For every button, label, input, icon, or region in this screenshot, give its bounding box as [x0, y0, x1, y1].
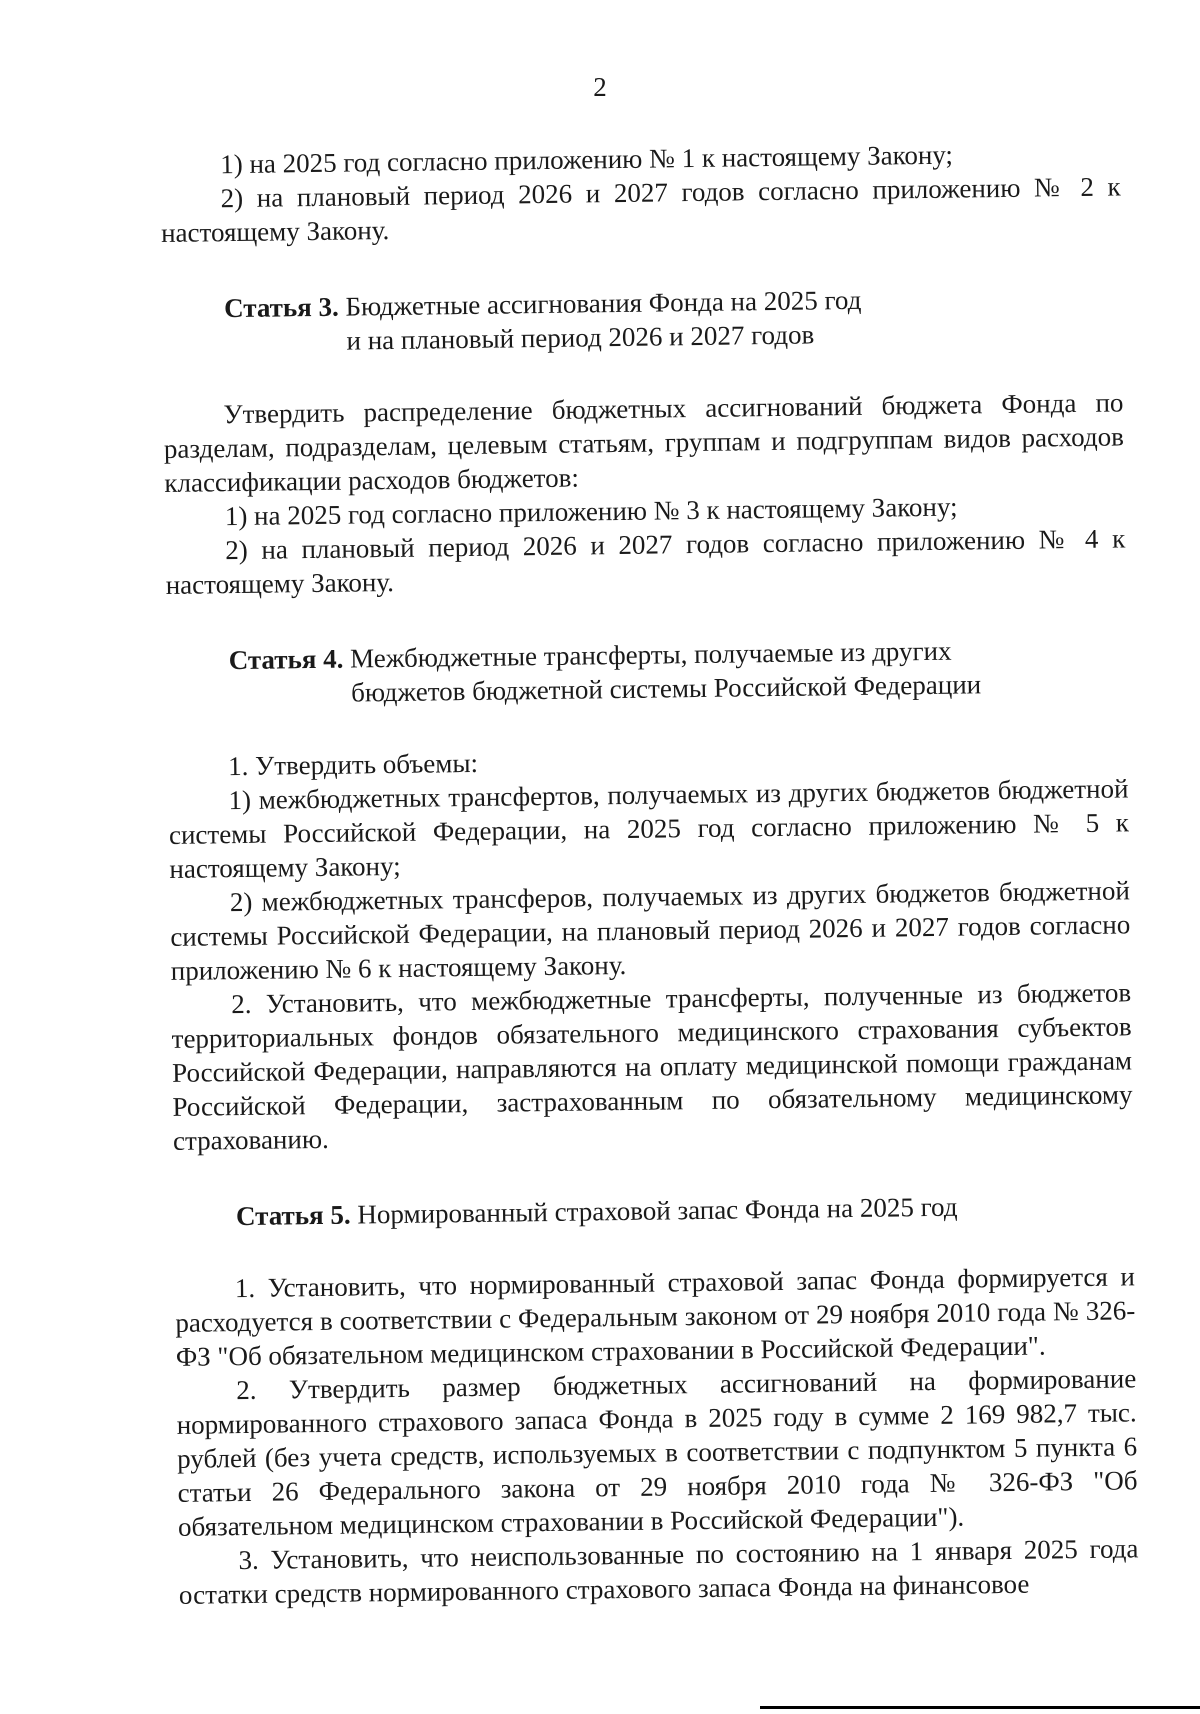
article-5-title-line-1: Нормированный страховой запас Фонда на 2025 год	[357, 1191, 958, 1230]
article-3-item-2: 2) на плановый период 2026 и 2027 годов согласно приложению № 4 к настоящему Закону.	[165, 523, 1126, 600]
article-5-heading	[174, 1187, 1134, 1234]
article-4-number: Статья 4.	[228, 643, 344, 676]
article-3-heading	[162, 279, 1123, 360]
document-body	[160, 135, 1139, 1611]
article-3-number: Статья 3.	[223, 291, 339, 324]
article-4-heading	[166, 631, 1127, 712]
article-4-title-line-1: Межбюджетные трансферты, получаемые из других	[349, 635, 952, 674]
scan-edge-line	[760, 1706, 1200, 1709]
article-3-title-line-1: Бюджетные ассигнования Фонда на 2025 год	[345, 284, 862, 322]
article-4-paragraph-1: 1. Утвердить объемы:	[227, 747, 479, 782]
article-5-number: Статья 5.	[235, 1199, 351, 1232]
article-4-item-2: 2) межбюджетных трансферов, получаемых из других бюджетов бюджетной системы Российской Федерации, на плановый период 2026 и 2027 годов согласно приложению № 6 к настоящему Закону.	[170, 875, 1131, 986]
article-3-title-line-2: и на плановый период 2026 и 2027 годов	[346, 319, 815, 356]
article-5-paragraph-1: 1. Установить, что нормированный страховой запас Фонда формируется и расходуется в соответствии с Федеральным законом от 29 ноября 2010 года № 326-ФЗ "Об обязательном медицинском страховании в Российской Федерации".	[175, 1261, 1136, 1372]
article-3-item-1: 1) на 2025 год согласно приложению № 3 к настоящему Закону;	[224, 491, 958, 532]
article-5-paragraph-2: 2. Утвердить размер бюджетных ассигнований на формирование нормированного страхового запаса Фонда в 2025 году в сумме 2 169 982,7 тыс. рублей (без учета средств, используемых в соответствии с подпунктом 5 пункта 6 статьи 26 Федерального закона от 29 ноября 2010 года № 326-ФЗ "Об обязательном медицинском страховании в Российской Федерации").	[176, 1363, 1138, 1542]
intro-item-1: 1) на 2025 год согласно приложению № 1 к настоящему Закону;	[220, 139, 954, 180]
article-4-paragraph-2: 2. Установить, что межбюджетные трансферты, полученные из бюджетов территориальных фондов обязательного медицинского страхования субъектов Российской Федерации, направляются на оплату медицинской помощи гражданам Российской Федерации, застрахованным по обязательному медицинскому страхованию.	[171, 977, 1133, 1156]
article-3-lead: Утвердить распределение бюджетных ассигнований бюджета Фонда по разделам, подразделам, целевым статьям, группам и подгруппам видов расходов классификации расходов бюджетов:	[163, 387, 1125, 498]
article-5-paragraph-3: 3. Установить, что неиспользованные по состоянию на 1 января 2025 года остатки средств нормированного страхового запаса Фонда на финансовое	[178, 1533, 1139, 1610]
intro-item-2: 2) на плановый период 2026 и 2027 годов согласно приложению № 2 к настоящему Закону.	[160, 171, 1121, 248]
article-4-item-1: 1) межбюджетных трансфертов, получаемых из других бюджетов бюджетной системы Российской Федерации, на 2025 год согласно приложению № 5 к настоящему Закону;	[168, 773, 1130, 884]
page-number: 2	[593, 72, 607, 102]
article-4-title-line-2: бюджетов бюджетной системы Российской Федерации	[350, 669, 982, 708]
